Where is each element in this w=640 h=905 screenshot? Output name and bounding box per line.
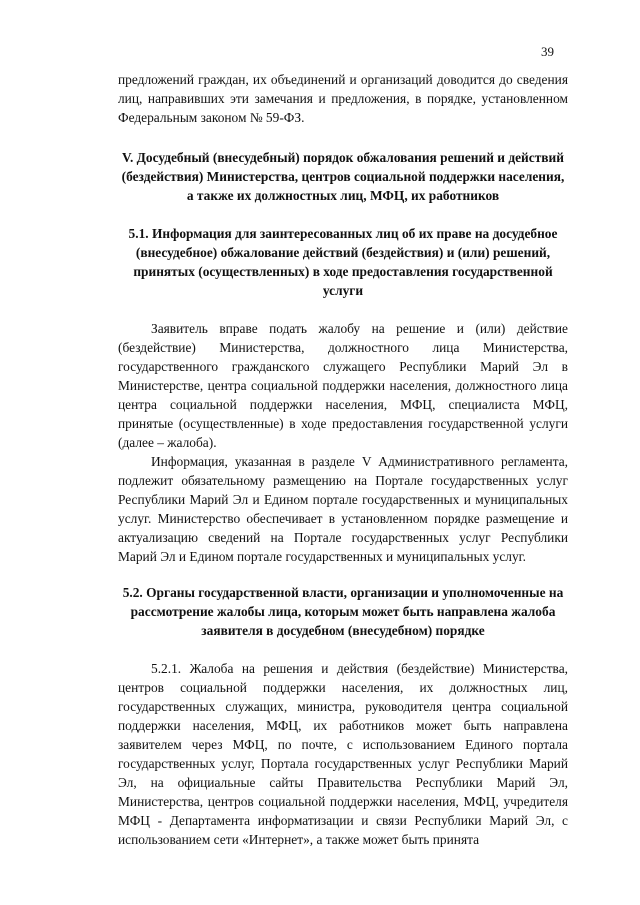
paragraph-5-1-information-placement: Информация, указанная в разделе V Административного регламента, подлежит обязательному размещению на Портале государственных услуг Республики Марий Эл и Едином портале государственных и муниципальных услуг. Министерство обеспечивает в установленном порядке размещение и актуализацию сведений на Портале государственных услуг Республики Марий Эл и Едином портале государственных и муниципальных услуг. [118,454,568,564]
page-number: 39 [541,44,554,59]
subsection-heading-5-1: 5.1. Информация для заинтересованных лиц об их праве на досудебное (внесудебное) обжалование действий (бездействия) и (или) решений, принятых (осуществленных) в ходе предоставления государственной услуги [128,226,558,298]
subsection-heading-5-2: 5.2. Органы государственной власти, организации и уполномоченные на рассмотрение жалобы лица, которым может быть направлена жалоба заявителя в досудебном (внесудебном) порядке [122,585,564,638]
page-content [118,70,568,849]
section-heading: V. Досудебный (внесудебный) порядок обжалования решений и действий (бездействия) Министерства, центров социальной поддержки населения, а также их должностных лиц, МФЦ, их работников [121,150,565,203]
paragraph-continuation: предложений граждан, их объединений и организаций доводится до сведения лиц, направивших эти замечания и предложения, в порядке, установленном Федеральным законом № 59-ФЗ. [118,72,568,125]
paragraph-5-1-complaint-right: Заявитель вправе подать жалобу на решение и (или) действие (бездействие) Министерства, должностного лица Министерства, государственного гражданского служащего Республики Марий Эл в Министерстве, центра социальной поддержки населения, должностного лица центра социальной поддержки населения, МФЦ, специалиста МФЦ, принятые (осуществленные) в ходе предоставления государственной услуги (далее – жалоба). [118,321,568,450]
paragraph-5-2-1: 5.2.1. Жалоба на решения и действия (бездействие) Министерства, центров социальной поддержки населения, их должностных лиц, государственных служащих, министра, руководителя центра социальной поддержки населения, МФЦ, их работников может быть направлена заявителем через МФЦ, по почте, с использованием Единого портала государственных услуг, Портала государственных услуг Республики Марий Эл, на официальные сайты Правительства Республики Марий Эл, Министерства, центров социальной поддержки населения, МФЦ, учредителя МФЦ - Департамента информатизации и связи Республики Марий Эл, с использованием сети «Интернет», а также может быть принята [118,661,568,847]
